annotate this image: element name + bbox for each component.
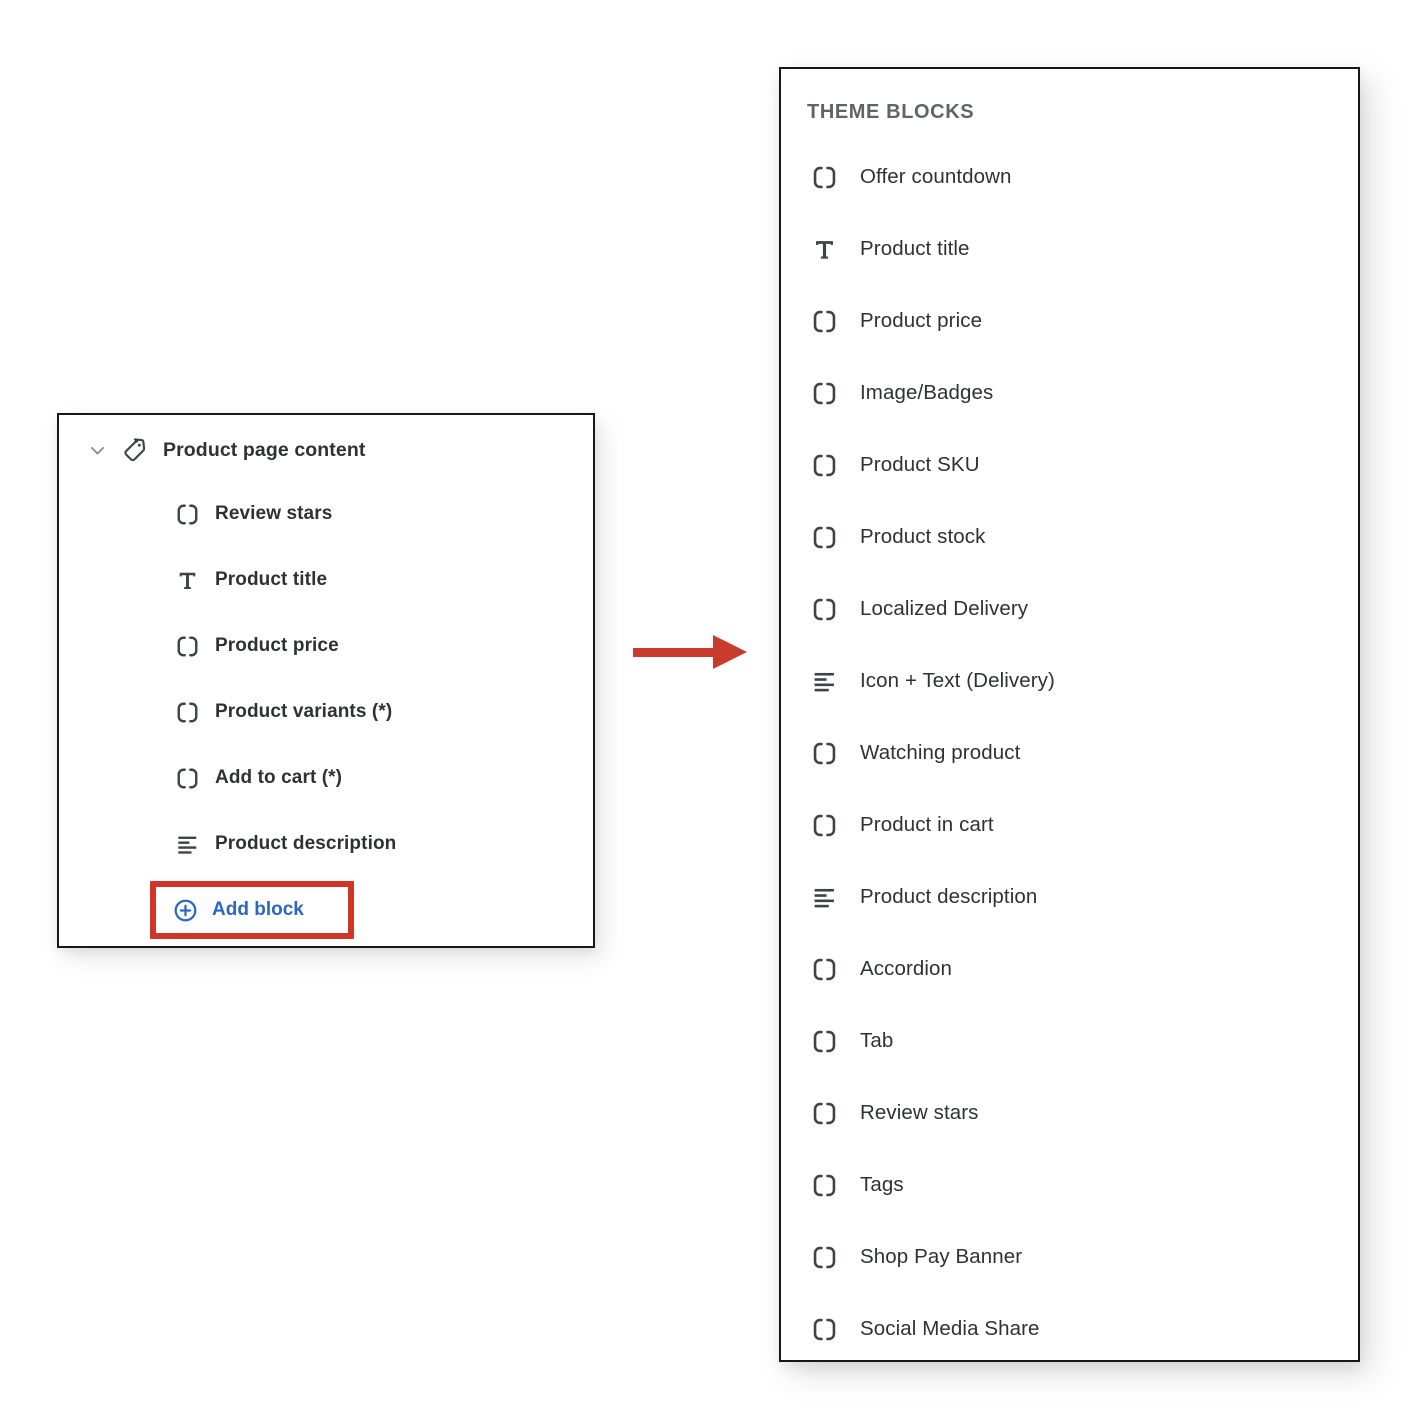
block-icon xyxy=(811,380,838,407)
theme-block-row[interactable] xyxy=(781,1293,1358,1365)
layer-row[interactable] xyxy=(59,745,593,811)
theme-block-row-label: Product title xyxy=(860,237,970,260)
section-title: Product page content xyxy=(163,438,366,461)
annotation-highlight-box xyxy=(150,881,354,939)
theme-block-row[interactable] xyxy=(781,1005,1358,1077)
theme-block-row[interactable] xyxy=(781,789,1358,861)
block-icon xyxy=(175,502,200,527)
block-icon xyxy=(811,596,838,623)
theme-blocks-heading: THEME BLOCKS xyxy=(807,100,975,123)
theme-block-row-label: Product SKU xyxy=(860,453,980,476)
text-title-icon xyxy=(175,568,200,593)
block-icon xyxy=(811,1316,838,1343)
theme-block-row[interactable] xyxy=(781,501,1358,573)
theme-block-row[interactable] xyxy=(781,861,1358,933)
theme-block-row-label: Tags xyxy=(860,1173,904,1196)
layer-row[interactable] xyxy=(59,811,593,877)
layer-row-label: Product description xyxy=(215,833,397,854)
block-icon xyxy=(811,1172,838,1199)
theme-block-row[interactable] xyxy=(781,213,1358,285)
block-icon xyxy=(175,766,200,791)
theme-block-row-label: Image/Badges xyxy=(860,381,994,404)
layer-row[interactable] xyxy=(59,547,593,613)
theme-block-row-label: Tab xyxy=(860,1029,894,1052)
layer-row[interactable] xyxy=(59,613,593,679)
text-lines-icon xyxy=(175,832,200,857)
theme-block-row-label: Localized Delivery xyxy=(860,597,1029,620)
product-page-content-panel xyxy=(57,413,595,948)
theme-block-row-label: Offer countdown xyxy=(860,165,1012,188)
theme-block-row-label: Accordion xyxy=(860,957,953,980)
section-header-product-page-content[interactable] xyxy=(87,425,593,475)
red-arrow-head xyxy=(713,635,747,669)
theme-block-row[interactable] xyxy=(781,717,1358,789)
chevron-down-icon xyxy=(87,440,108,461)
layer-row-label: Product price xyxy=(215,635,339,656)
block-icon xyxy=(811,524,838,551)
theme-block-row[interactable] xyxy=(781,429,1358,501)
block-icon xyxy=(811,740,838,767)
layer-row-label: Add to cart (*) xyxy=(215,767,343,788)
text-lines-icon xyxy=(811,668,838,695)
layer-row-label: Product variants (*) xyxy=(215,701,393,722)
theme-block-row[interactable] xyxy=(781,573,1358,645)
block-icon xyxy=(175,700,200,725)
theme-block-row[interactable] xyxy=(781,1149,1358,1221)
section-block-list xyxy=(59,481,593,877)
theme-block-row[interactable] xyxy=(781,1221,1358,1293)
theme-block-row-label: Social Media Share xyxy=(860,1317,1040,1340)
theme-block-row[interactable] xyxy=(781,357,1358,429)
block-icon xyxy=(811,1244,838,1271)
layer-row-label: Product title xyxy=(215,569,328,590)
block-icon xyxy=(811,1028,838,1055)
theme-blocks-list xyxy=(781,141,1358,1365)
add-block-button[interactable] xyxy=(156,887,348,933)
theme-block-row[interactable] xyxy=(781,933,1358,1005)
theme-block-row-label: Product price xyxy=(860,309,983,332)
block-icon xyxy=(175,634,200,659)
block-icon xyxy=(811,308,838,335)
add-block-label: Add block xyxy=(212,899,304,920)
theme-block-row-label: Shop Pay Banner xyxy=(860,1245,1023,1268)
block-icon xyxy=(811,1100,838,1127)
layer-row[interactable] xyxy=(59,481,593,547)
theme-block-row-label: Product stock xyxy=(860,525,986,548)
red-arrow xyxy=(633,635,747,669)
theme-block-row-label: Watching product xyxy=(860,741,1021,764)
layer-row[interactable] xyxy=(59,679,593,745)
block-icon xyxy=(811,956,838,983)
plus-circle-icon xyxy=(172,897,199,924)
theme-block-row[interactable] xyxy=(781,1077,1358,1149)
tag-icon xyxy=(122,437,149,464)
block-icon xyxy=(811,164,838,191)
theme-blocks-panel xyxy=(779,67,1360,1362)
block-icon xyxy=(811,452,838,479)
theme-block-row-label: Icon + Text (Delivery) xyxy=(860,669,1055,692)
theme-block-row-label: Review stars xyxy=(860,1101,979,1124)
theme-block-row[interactable] xyxy=(781,141,1358,213)
red-arrow-shaft xyxy=(633,648,713,657)
theme-block-row[interactable] xyxy=(781,645,1358,717)
theme-block-row-label: Product description xyxy=(860,885,1038,908)
theme-block-row[interactable] xyxy=(781,285,1358,357)
text-title-icon xyxy=(811,236,838,263)
text-lines-icon xyxy=(811,884,838,911)
block-icon xyxy=(811,812,838,839)
layer-row-label: Review stars xyxy=(215,503,333,524)
theme-block-row-label: Product in cart xyxy=(860,813,994,836)
